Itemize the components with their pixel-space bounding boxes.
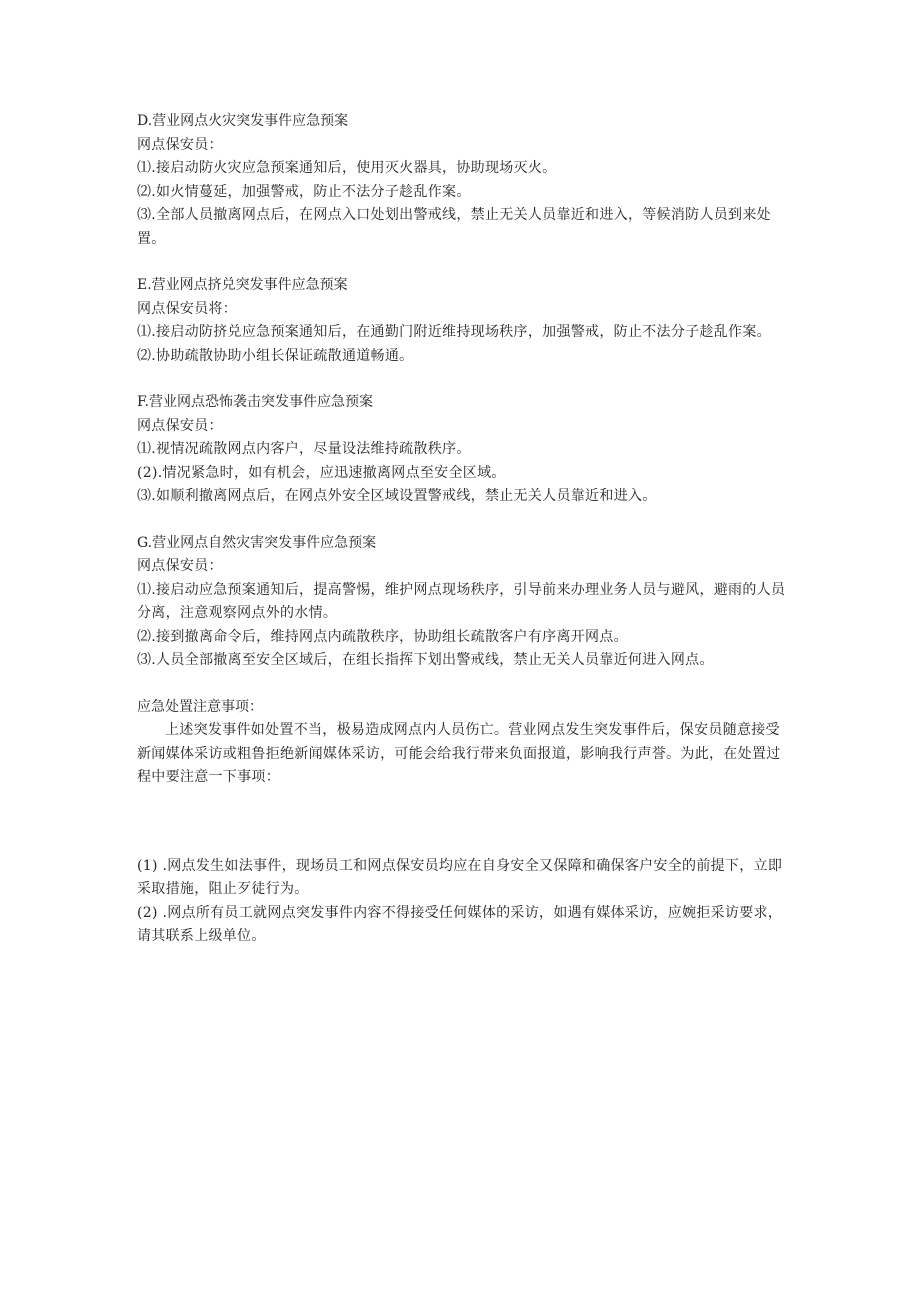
note-point: (1) .网点发生如法事件，现场员工和网点保安员均应在自身安全又保障和确保客户安全的前提下，立即采取措施，阻止歹徒行为。 <box>137 857 783 897</box>
notes-title: 应急处置注意事项： <box>137 698 263 715</box>
list-item: ⑴.接启动应急预案通知后，提高警惕，维护网点现场秩序，引导前来办理业务人员与避风，避雨的人员分离，注意观察网点外的水情。 <box>137 581 786 621</box>
section-e <box>137 274 787 368</box>
list-item: ⑴.视情况疏散网点内客户，尽量设法维持疏散秩序。 <box>137 441 471 457</box>
list-item: ⑵.协助疏散协助小组长保证疏散通道畅通。 <box>137 347 414 364</box>
document-page <box>137 110 787 972</box>
section-f <box>137 391 787 509</box>
section-d <box>137 110 787 251</box>
list-item: ⑶.人员全部撤离至安全区域后，在组长指挥下划出警戒线，禁止无关人员靠近何进入网点。 <box>137 652 714 668</box>
note-point: (2) .网点所有员工就网点突发事件内容不得接受任何媒体的采访，如遇有媒体采访，应婉拒采访要求，请其联系上级单位。 <box>137 904 783 944</box>
list-item: (2).情况紧急时，如有机会，应迅速撤离网点至安全区域。 <box>137 464 506 481</box>
section-role: 网点保安员： <box>137 558 223 574</box>
section-title: G.营业网点自然灾害突发事件应急预案 <box>137 534 377 551</box>
section-role: 网点保安员： <box>137 417 223 434</box>
section-g <box>137 532 787 673</box>
list-item: ⑶.如顺利撤离网点后，在网点外安全区域设置警戒线，禁止无关人员靠近和进入。 <box>137 488 657 504</box>
section-role: 网点保安员将： <box>137 300 238 317</box>
list-item: ⑵.如火情蔓延，加强警戒，防止不法分子趁乱作案。 <box>137 183 471 200</box>
list-item: ⑴.接启动防挤兑应急预案通知后，在通勤门附近维持现场秩序，加强警戒，防止不法分子趁乱作案。 <box>137 324 771 340</box>
notes-paragraph: 上述突发事件如处置不当，极易造成网点内人员伤亡。营业网点发生突发事件后，保安员随意接受新闻媒体采访或粗鲁拒绝新闻媒体采访，可能会给我行带来负面报道，影响我行声誉。为此，在处置过程中要注意一下事项： <box>137 722 781 785</box>
section-role: 网点保安员： <box>137 136 223 153</box>
list-item: ⑶.全部人员撤离网点后，在网点入口处划出警戒线，禁止无关人员靠近和进入，等候消防人员到来处置。 <box>137 207 771 247</box>
spacer <box>137 813 787 855</box>
section-title: F.营业网点恐怖袭击突发事件应急预案 <box>137 394 373 410</box>
list-item: ⑵.接到撤离命令后，维持网点内疏散秩序，协助组长疏散客户有序离开网点。 <box>137 628 628 645</box>
notes-section <box>137 696 787 790</box>
section-title: D.营业网点火灾突发事件应急预案 <box>137 113 349 129</box>
notes-points <box>137 855 787 949</box>
section-title: E.营业网点挤兑突发事件应急预案 <box>137 277 348 293</box>
list-item: ⑴.接启动防火灾应急预案通知后，使用灭火器具，协助现场灭火。 <box>137 160 557 176</box>
